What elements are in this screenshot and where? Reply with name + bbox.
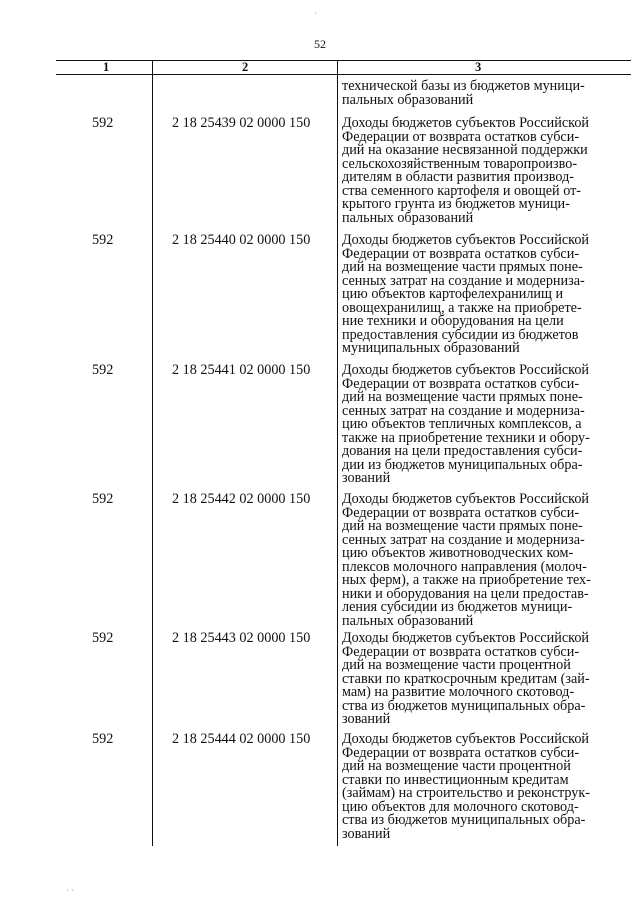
column-divider-2 bbox=[337, 60, 338, 846]
row-admin-code: 592 bbox=[92, 232, 114, 248]
row-description bbox=[342, 493, 627, 628]
text-line: дий на возмещение части прямых поне- bbox=[342, 389, 583, 405]
text-line: ства семенного картофеля и овощей от- bbox=[342, 182, 582, 199]
text-line: дителям в области развития производ- bbox=[342, 169, 575, 185]
text-line: сельскохозяйственным товаропроизво- bbox=[342, 155, 578, 172]
text-line: ние техники и оборудования на цели bbox=[342, 313, 564, 329]
page-number: 52 bbox=[314, 37, 326, 51]
header-col-1: 1 bbox=[103, 60, 110, 74]
text-line: ства из бюджетов муниципальных обра- bbox=[342, 697, 586, 714]
row-description bbox=[342, 117, 627, 225]
text-line: зований bbox=[342, 711, 391, 727]
text-line: Федерации от возврата остатков субси- bbox=[342, 504, 580, 521]
text-line: Федерации от возврата остатков субси- bbox=[342, 128, 580, 145]
row-admin-code: 592 bbox=[92, 630, 114, 646]
text-line: дий на возмещение части процентной bbox=[342, 657, 571, 673]
text-line: муниципальных образований bbox=[342, 340, 520, 356]
table-header bbox=[56, 60, 631, 75]
text-line: пальных образований bbox=[342, 612, 474, 629]
row-budget-code: 2 18 25444 02 0000 150 bbox=[172, 731, 311, 747]
text-line: плексов молочного направления (молоч- bbox=[342, 558, 587, 575]
row-admin-code: 592 bbox=[92, 491, 114, 507]
text-line: дий на возмещение части прямых поне- bbox=[342, 518, 583, 534]
text-line: крытого грунта из бюджетов муници- bbox=[342, 196, 570, 212]
text-line: сенных затрат на создание и модерниза- bbox=[342, 402, 585, 419]
text-line: ления субсидии из бюджетов муници- bbox=[342, 599, 573, 615]
text-line: дии из бюджетов муниципальных обра- bbox=[342, 456, 583, 473]
text-line: дий на возмещение части прямых поне- bbox=[342, 259, 583, 275]
text-line: (займам) на строительство и реконструк- bbox=[342, 785, 590, 801]
text-line: Федерации от возврата остатков субси- bbox=[342, 744, 580, 761]
text-line: дий на возмещение части процентной bbox=[342, 758, 571, 774]
column-divider-1 bbox=[152, 60, 153, 846]
text-line: ных ферм), а также на приобретение тех- bbox=[342, 572, 591, 588]
row-description bbox=[342, 632, 627, 727]
text-line: цию объектов тепличных комплексов, а bbox=[342, 416, 582, 432]
continuation-text bbox=[342, 80, 627, 107]
text-line: мам) на развитие молочного скотовод- bbox=[342, 684, 575, 700]
row-budget-code: 2 18 25442 02 0000 150 bbox=[172, 491, 311, 507]
text-line: Федерации от возврата остатков субси- bbox=[342, 375, 580, 392]
row-budget-code: 2 18 25441 02 0000 150 bbox=[172, 362, 311, 378]
text-line: сенных затрат на создание и модерниза- bbox=[342, 531, 585, 548]
text-line: цию объектов картофелехранилищ и bbox=[342, 286, 564, 302]
text-line: также на приобретение техники и обору- bbox=[342, 429, 590, 446]
text-line: пальных образований bbox=[342, 209, 474, 226]
header-col-3: 3 bbox=[475, 60, 482, 74]
row-description bbox=[342, 364, 627, 486]
text-line: технической базы из бюджетов муници- bbox=[342, 78, 585, 94]
row-admin-code: 592 bbox=[92, 362, 114, 378]
text-line: Доходы бюджетов субъектов Российской bbox=[342, 731, 590, 747]
text-line: Доходы бюджетов субъектов Российской bbox=[342, 362, 590, 378]
text-line: Федерации от возврата остатков субси- bbox=[342, 245, 580, 262]
row-description bbox=[342, 733, 627, 841]
text-line: ставки по краткосрочным кредитам (зай- bbox=[342, 670, 590, 687]
text-line: Федерации от возврата остатков субси- bbox=[342, 643, 580, 660]
row-budget-code: 2 18 25440 02 0000 150 bbox=[172, 232, 311, 248]
row-budget-code: 2 18 25443 02 0000 150 bbox=[172, 630, 311, 646]
text-line: дования на цели предоставления субси- bbox=[342, 443, 583, 459]
scan-speck: · bbox=[314, 8, 317, 18]
row-admin-code: 592 bbox=[92, 731, 114, 747]
text-line: цию объектов животноводческих ком- bbox=[342, 545, 574, 561]
text-line: дий на оказание несвязанной поддержки bbox=[342, 142, 588, 158]
text-line: ники и оборудования на цели предостав- bbox=[342, 585, 589, 602]
text-line: ства из бюджетов муниципальных обра- bbox=[342, 812, 586, 828]
scan-speck: · · bbox=[66, 885, 75, 895]
text-line: Доходы бюджетов субъектов Российской bbox=[342, 491, 590, 507]
text-line: предоставления субсидии из бюджетов bbox=[342, 326, 579, 343]
text-line: Доходы бюджетов субъектов Российской bbox=[342, 115, 590, 131]
text-line: цию объектов для молочного скотовод- bbox=[342, 798, 579, 815]
row-admin-code: 592 bbox=[92, 115, 114, 131]
text-line: сенных затрат на создание и модерниза- bbox=[342, 272, 585, 289]
row-description bbox=[342, 234, 627, 356]
text-line: зований bbox=[342, 825, 391, 842]
text-line: овощехранилищ, а также на приобрете- bbox=[342, 299, 582, 316]
text-line: Доходы бюджетов субъектов Российской bbox=[342, 630, 590, 646]
header-col-2: 2 bbox=[242, 60, 249, 74]
row-budget-code: 2 18 25439 02 0000 150 bbox=[172, 115, 311, 131]
text-line: пальных образований bbox=[342, 91, 474, 108]
text-line: Доходы бюджетов субъектов Российской bbox=[342, 232, 590, 248]
text-line: ставки по инвестиционным кредитам bbox=[342, 771, 569, 788]
text-line: зований bbox=[342, 470, 391, 486]
